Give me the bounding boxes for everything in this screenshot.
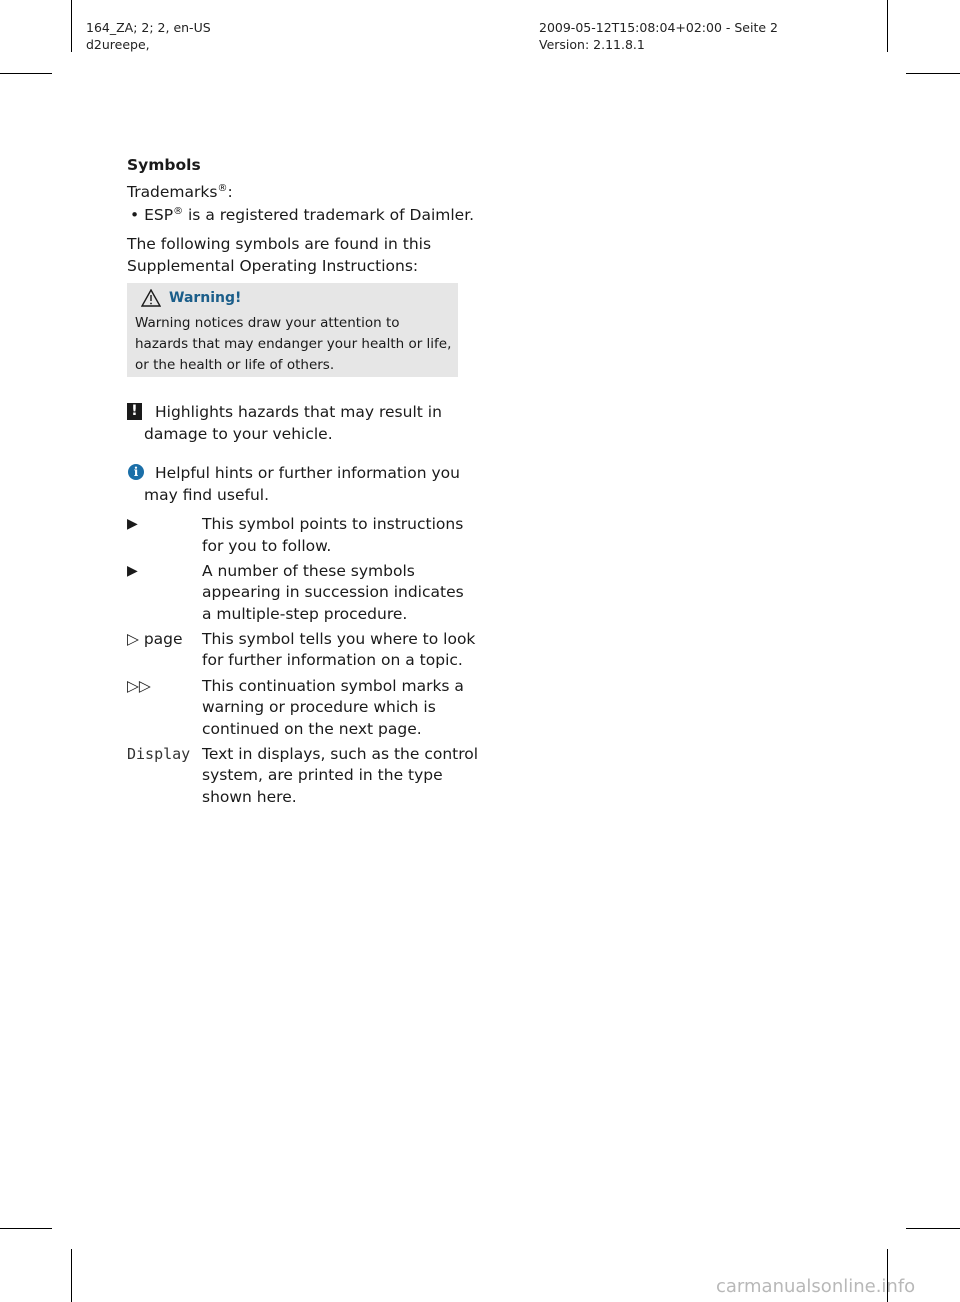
- symbol-description: appearing in succession indicates: [202, 583, 464, 601]
- crop-mark: [0, 1228, 52, 1229]
- info-note-line: may find useful.: [144, 486, 269, 504]
- header-left-line2: d2ureepe,: [86, 37, 150, 52]
- crop-mark: [0, 73, 52, 74]
- info-note-line: Helpful hints or further information you: [155, 464, 460, 482]
- display-symbol: Display: [127, 745, 191, 763]
- warning-text-line: hazards that may endanger your health or life,: [135, 336, 452, 352]
- registered-mark: ®: [173, 205, 184, 217]
- warning-title: Warning!: [169, 290, 242, 306]
- crop-mark: [906, 1228, 960, 1229]
- exclamation-icon: !: [127, 403, 142, 420]
- page-reference-symbol: ▷ page: [127, 630, 183, 648]
- symbol-description: Text in displays, such as the control: [202, 745, 479, 763]
- symbol-description: This continuation symbol marks a: [202, 677, 464, 695]
- instruction-arrow-icon: ▶: [127, 563, 138, 579]
- warning-triangle-icon: [141, 289, 161, 307]
- symbol-description: for further information on a topic.: [202, 651, 463, 669]
- crop-mark: [71, 1249, 72, 1302]
- crop-mark: [887, 0, 888, 52]
- warning-box: [127, 283, 458, 377]
- bullet: •: [130, 206, 140, 224]
- exclamation-note-line: damage to your vehicle.: [144, 425, 333, 443]
- registered-mark: ®: [217, 182, 228, 194]
- symbol-description: for you to follow.: [202, 537, 332, 555]
- instruction-arrow-icon: ▶: [127, 516, 138, 532]
- header-left-line1: 164_ZA; 2; 2, en-US: [86, 20, 211, 35]
- symbol-description: continued on the next page.: [202, 720, 422, 738]
- info-icon: i: [128, 464, 144, 480]
- trademarks-line: [127, 182, 233, 203]
- esp-line: [130, 205, 474, 226]
- watermark: carmanualsonline.info: [716, 1276, 916, 1297]
- symbol-description: system, are printed in the type: [202, 766, 443, 784]
- intro-line: Supplemental Operating Instructions:: [127, 257, 419, 275]
- esp-name: ESP: [144, 206, 174, 224]
- symbol-description: A number of these symbols: [202, 562, 415, 580]
- header-right-line1: 2009-05-12T15:08:04+02:00 - Seite 2: [539, 20, 778, 35]
- symbol-description: a multiple-step procedure.: [202, 605, 408, 623]
- trademarks-colon: :: [227, 183, 233, 201]
- symbol-description: This symbol points to instructions: [202, 515, 464, 533]
- continuation-symbol: ▷▷: [127, 677, 151, 695]
- symbol-description: warning or procedure which is: [202, 698, 436, 716]
- exclamation-note-line: Highlights hazards that may result in: [155, 403, 442, 421]
- warning-text-line: or the health or life of others.: [135, 357, 335, 373]
- trademarks-label: Trademarks: [127, 183, 218, 201]
- header-right-line2: Version: 2.11.8.1: [539, 37, 645, 52]
- crop-mark: [71, 0, 72, 52]
- esp-text: is a registered trademark of Daimler.: [183, 206, 475, 224]
- section-heading: Symbols: [127, 156, 201, 174]
- warning-text-line: Warning notices draw your attention to: [135, 315, 400, 331]
- crop-mark: [906, 73, 960, 74]
- intro-line: The following symbols are found in this: [127, 235, 432, 253]
- symbol-description: This symbol tells you where to look: [202, 630, 476, 648]
- symbol-description: shown here.: [202, 788, 297, 806]
